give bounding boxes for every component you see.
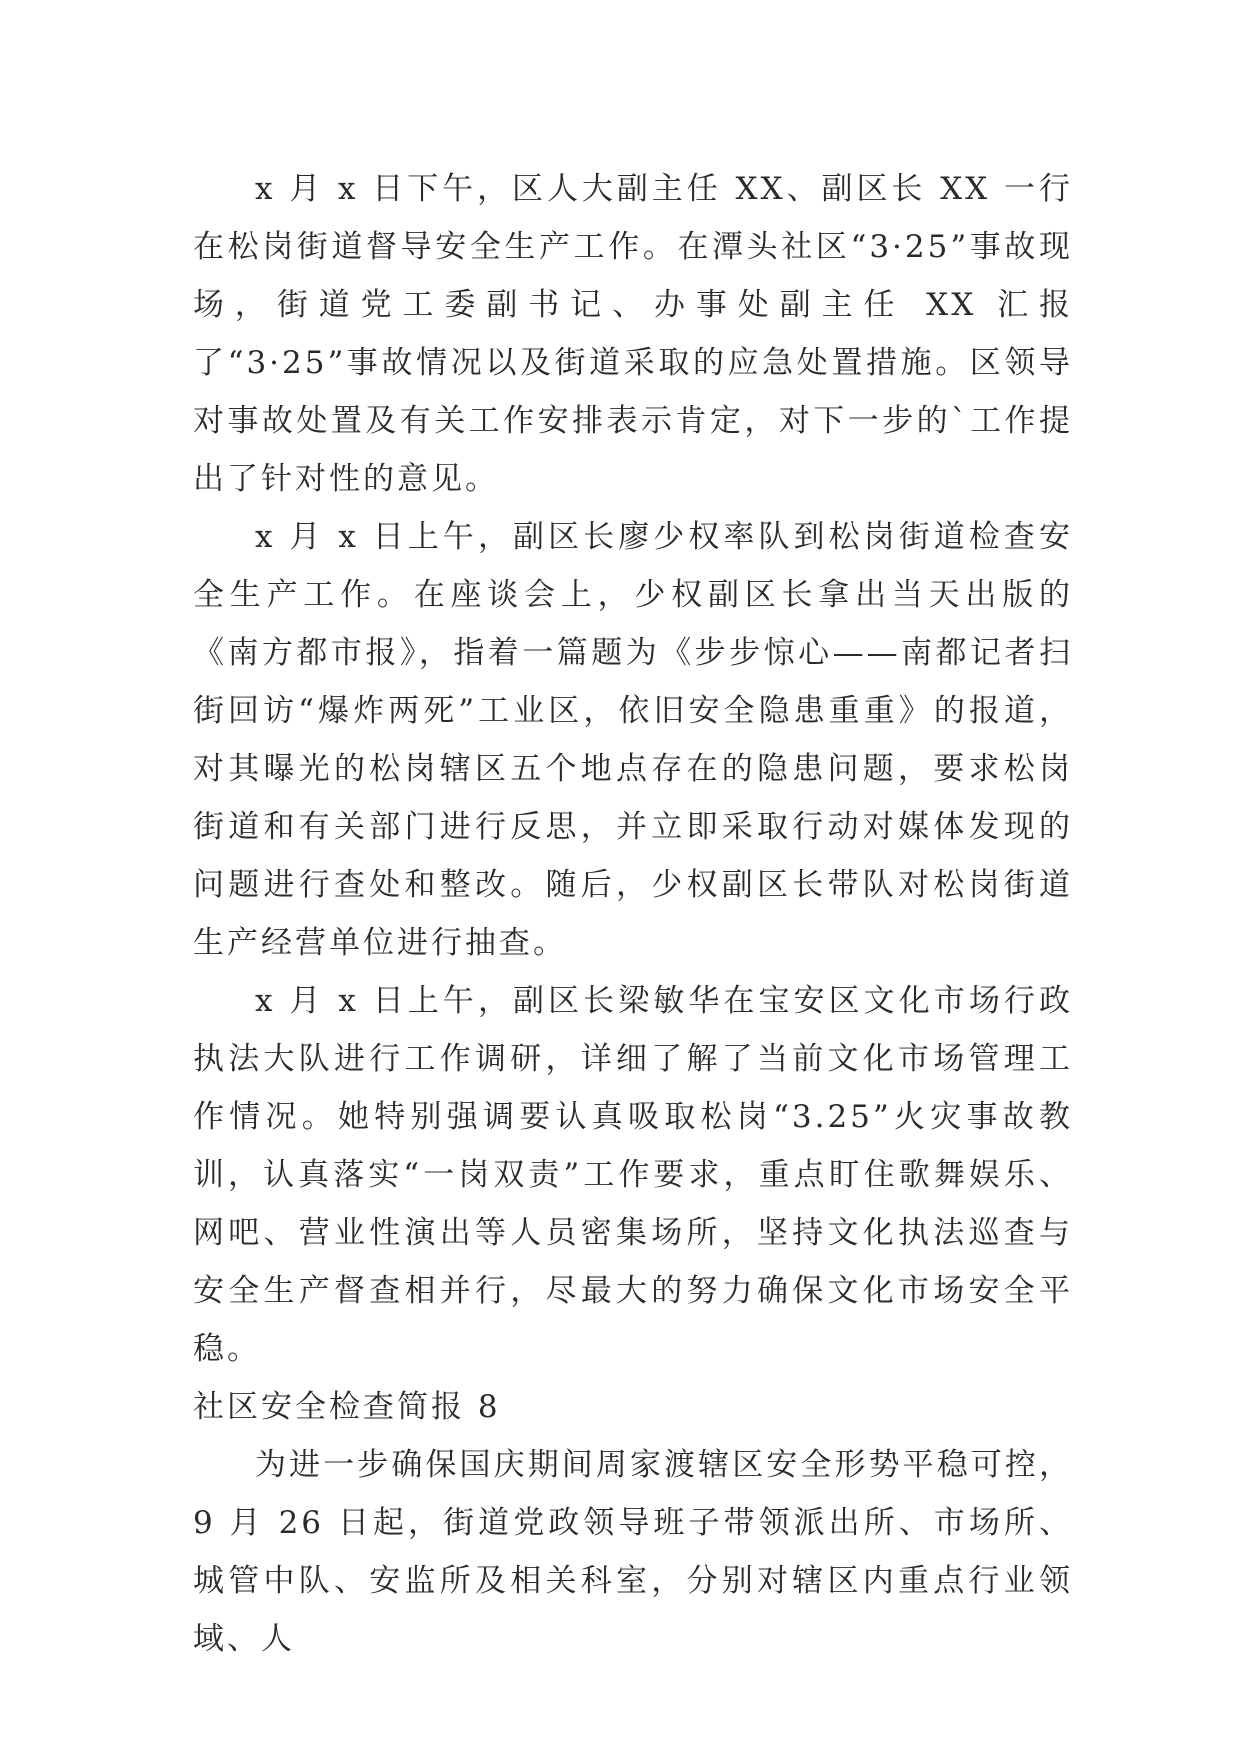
section-heading: 社区安全检查简报 8 (193, 1389, 501, 1425)
paragraph-3: x 月 x 日上午，副区长梁敏华在宝安区文化市场行政执法大队进行工作调研，详细了解了当前文化市场管理工作情况。她特别强调要认真吸取松岗“3.25”火灾事故教训，认真落实“一岗双责”工作要求，重点盯住歌舞娱乐、网吧、营业性演出等人员密集场所，坚持文化执法巡查与安全生产督查相并行，尽最大的努力确保文化市场安全平稳。 (193, 983, 1073, 1367)
paragraph-1: x 月 x 日下午，区人大副主任 XX、副区长 XX 一行在松岗街道督导安全生产工作。在潭头社区“3·25”事故现场，街道党工委副书记、办事处副主任 XX 汇报了“3·25”事故情况以及街道采取的应急处置措施。区领导对事故处置及有关工作安排表示肯定，对下一步的`工作提出了针对性的意见。 (193, 171, 1073, 497)
paragraph-2: x 月 x 日上午，副区长廖少权率队到松岗街道检查安全生产工作。在座谈会上，少权副区长拿出当天出版的《南方都市报》，指着一篇题为《步步惊心——南都记者扫街回访“爆炸两死”工业区，依旧安全隐患重重》的报道，对其曝光的松岗辖区五个地点存在的隐患问题，要求松岗街道和有关部门进行反思，并立即采取行动对媒体发现的问题进行查处和整改。随后，少权副区长带队对松岗街道生产经营单位进行抽查。 (193, 519, 1073, 961)
document-body (193, 160, 1073, 1668)
paragraph-4: 为进一步确保国庆期间周家渡辖区安全形势平稳可控，9 月 26 日起，街道党政领导班子带领派出所、市场所、城管中队、安监所及相关科室，分别对辖区内重点行业领域、人 (193, 1447, 1073, 1657)
